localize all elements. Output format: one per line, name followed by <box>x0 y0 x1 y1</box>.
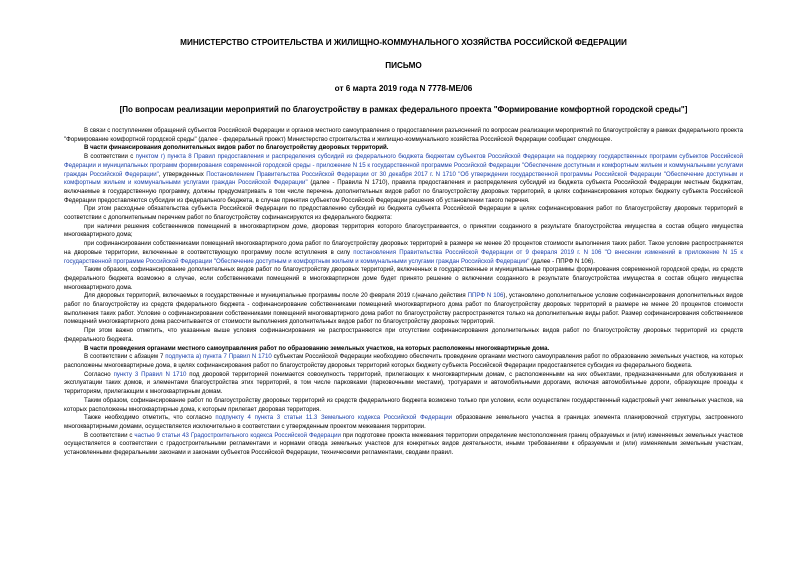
text-run: , утвержденных <box>158 170 207 178</box>
paragraph <box>64 327 743 344</box>
paragraph <box>64 205 743 222</box>
section-heading <box>64 144 743 153</box>
text-run: при софинансировании собственниками помещений многоквартирного дома работ по благоустройству дворовых территорий в размере не менее 20 процентов стоимости выполнения таких работ. Такое условие распространяется на дворовые территории, включенные в соответствующую программу после вступления в силу <box>64 240 743 256</box>
text-run: Таким образом, софинансирование дополнительных видов работ по благоустройству дворовых территорий, включенных в государственные и муниципальные программы формирования современной городской среды, из средств федерального бюджета возможно в случае, если собственниками помещений в многоквартирном доме будет принято решение о включении созданного в результате благоустройства имущества в состав общего имущества многоквартирного дома. <box>64 266 743 291</box>
document-type: ПИСЬМО <box>385 61 422 70</box>
text-run: при наличии решения собственников помещений в многоквартирном доме, дворовая территория которого благоустраивается, о принятии созданного в результате благоустройства имущества в состав общего имущества многоквартирного дома; <box>64 222 743 239</box>
text-run: субъектам Российской Федерации необходимо обеспечить проведение органами местного самоуправления работ по образованию земельных участков, на которых расположены многоквартирные дома, в целях софинансирования работ по благоустройству дворовых территорий которых бюджету субъекта Российской Федерации предоставляется субсидия из федерального бюджета. <box>64 353 744 369</box>
text-run: под дворовой территорией понимается совокупность территорий, прилегающих к многоквартирным домам, с расположенными на них объектами, предназначенными для обслуживания и эксплуатации таких домов, и элементами благоустройства этих территорий, в том числе парковками (парковочными местами), тротуарами и автомобильными дорогами, включая автомобильные дороги, образующие проезды к территориям, прилегающим к многоквартирным домам. <box>64 370 743 396</box>
text-run: (далее - ППРФ N 106). <box>529 257 595 265</box>
text-run: образование земельного участка в границах элемента планировочной структуры, застроенного многоквартирными домами, осуществляется исключительно в соответствии с утвержденным проектом межевания территории. <box>64 414 744 430</box>
text-run: В соответствии с абзацем 7 <box>84 353 166 361</box>
paragraph <box>64 223 743 240</box>
paragraph <box>64 240 743 266</box>
document-link[interactable]: подпункта а) пункта 7 Правил N 1710 <box>165 353 272 361</box>
paragraph <box>64 353 743 370</box>
document-link[interactable]: подпункту 4 пункта 3 статьи 11.3 Земельного кодекса Российской Федерации <box>215 414 453 422</box>
text-run: ), установлено дополнительное условие софинансирования дополнительных видов работ по благоустройству из средств федерального бюджета - софинансирование собственниками помещений многоквартирного дома работ по благоустройству дворовых территорий в размере не менее 20 процентов стоимости выполнения таких работ. Условие о софинансировании собственниками помещений многоквартирного дома работ по благоустройству распространяется только на дополнительные виды работ. Размер софинансирования собственников помещений многоквартирного дома рассчитывается от стоимости выполнения дополнительных видов работ по благоустройству дворовых территорий. <box>64 292 743 326</box>
text-run: При этом расходные обязательства субъекта Российской Федерации по предоставлению субсидий из бюджета субъекта Российской Федерации в целях софинансирования работ по благоустройству дворовых территорий в соответствии с дополнительным перечнем работ по благоустройству софинансируются из федерального бюджета: <box>64 205 743 222</box>
document-date-number: от 6 марта 2019 года N 7778-МЕ/06 <box>334 84 473 93</box>
document-link[interactable]: Постановлением Правительства Российской Федерации от 30 декабря 2017 г. N 1710 "Об утверждении государственной программы Российской Федерации "Обеспечение доступным и комфортным жильем и коммунальными услугами граждан Российской Федерации" <box>64 170 743 187</box>
text-run: (далее - Правила N 1710), правила предоставления и распределения субсидий из бюджета субъекта Российской Федерации местным бюджетам, включаемые в государственную программу, должны предусматривать в том числе перечень дополнительных видов работ по благоустройству дворовых территорий, в целях софинансирования которых бюджету субъекта Российской Федерации предоставляются субсидии из федерального бюджета, в случае принятия субъектом Российской Федерации решения об установлении такого перечня. <box>64 179 743 204</box>
text-run: Таким образом, софинансирование работ по благоустройству дворовых территорий из средств федерального бюджета возможно только при условии, если осуществлен государственный кадастровый учет земельных участков, на которых расположены многоквартирные дома, к которым прилегает дворовая территория. <box>64 396 743 413</box>
section-heading <box>64 345 743 354</box>
text-run: В соответствии с <box>84 431 135 439</box>
ministry-title: МИНИСТЕРСТВО СТРОИТЕЛЬСТВА И ЖИЛИЩНО-КОММУНАЛЬНОГО ХОЗЯЙСТВА РОССИЙСКОЙ ФЕДЕРАЦИИ <box>180 38 627 47</box>
paragraph <box>64 266 743 292</box>
paragraph <box>64 432 743 458</box>
paragraph <box>64 153 743 205</box>
document-link[interactable]: частью 9 статьи 43 Градостроительного кодекса Российской Федерации <box>134 431 341 439</box>
paragraph <box>64 371 743 397</box>
document-subject: [По вопросам реализации мероприятий по благоустройству в рамках федерального проекта "Формирование комфортной городской среды"] <box>119 105 688 114</box>
text-run: При этом важно отметить, что указанные выше условия софинансирования не распространяются при отсутствии софинансирования дополнительных видов работ по благоустройству дворовых территорий из средств федерального бюджета. <box>64 327 743 343</box>
text-run: В соответствии с <box>84 153 136 161</box>
text-run: В части проведения органами местного самоуправления работ по образованию земельных участков, на которых расположены многоквартирные дома. <box>84 344 550 352</box>
paragraph <box>64 397 743 414</box>
document-link[interactable]: пункту 3 Правил N 1710 <box>113 370 187 378</box>
text-run: В части финансирования дополнительных видов работ по благоустройству дворовых территорий. <box>84 144 389 152</box>
text-run: Также необходимо отметить, что согласно <box>84 414 216 422</box>
paragraph <box>64 414 743 431</box>
document-link[interactable]: постановления Правительства Российской Федерации от 9 февраля 2019 г. N 106 "О внесении изменений в приложение N 15 к государственной программе Российской Федерации "Обеспечение доступным и комфортным жильем и коммунальными услугами граждан Российской Федерации" <box>64 248 743 265</box>
document-link[interactable]: пунктом г) пункта 8 Правил предоставления и распределения субсидий из федерального бюджета бюджетам субъектов Российской Федерации на поддержку государственных программ субъектов Российской Федерации и муниципальных программ формирования современной городской среды - приложение N 15 к государственной программе Российской Федерации "Обеспечение доступным и комфортным жильем и коммунальными услугами граждан Российской Федерации" <box>64 153 744 178</box>
text-run: В связи с поступлением обращений субъектов Российской Федерации и органов местного самоуправления о предоставлении разъяснений по вопросам реализации мероприятий по благоустройству в рамках федерального проекта "Формирование комфортной городской среды" (далее - федеральный проект) Министерство строительства и жилищно-коммунального хозяйства Российской Федерации сообщает следующее. <box>64 127 743 143</box>
text-run: Для дворовых территорий, включаемых в государственные и муниципальные программы после 20 февраля 2019 г.(начало действия <box>84 292 468 300</box>
text-run: Согласно <box>84 370 114 378</box>
paragraph <box>64 127 743 144</box>
document-link[interactable]: ППРФ N 106 <box>467 292 504 300</box>
document-body <box>64 127 743 458</box>
text-run: при подготовке проекта межевания территории определение местоположения границ образуемых и (или) изменяемых земельных участков осуществляется в соответствии с градостроительными регламентами и нормами отвода земельных участков для конкретных видов деятельности, иными требованиями к образуемым и (или) изменяемым земельным участкам, установленными федеральными законами и законами субъектов Российской Федерации, техническими регламентами, сводами правил. <box>64 431 744 457</box>
paragraph <box>64 292 743 327</box>
